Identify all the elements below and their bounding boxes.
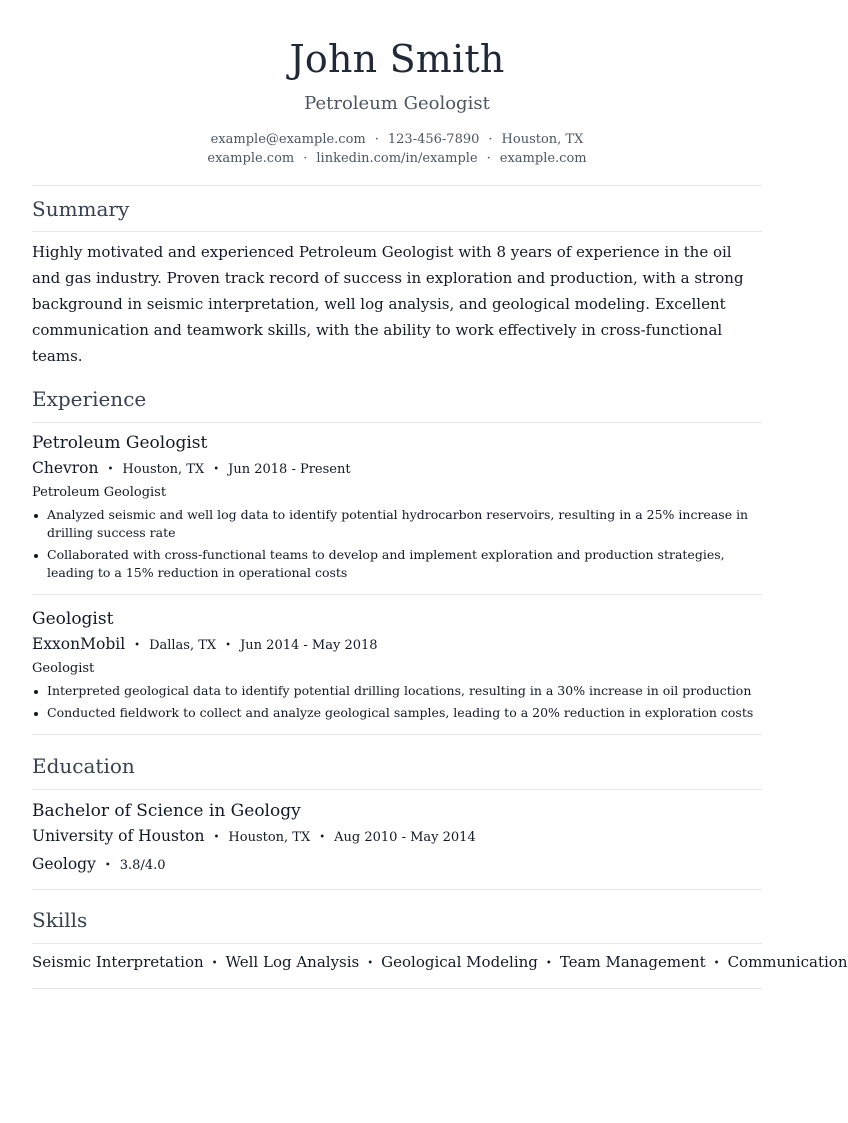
- job-company: Chevron: [32, 459, 99, 477]
- contact-website[interactable]: example.com: [207, 151, 295, 166]
- job-bullet: Conducted fieldwork to collect and analyze geological samples, leading to a 20% reduction in exploration costs: [32, 704, 762, 722]
- job-meta: [32, 634, 762, 657]
- skills-divider: [32, 943, 762, 944]
- experience-end-divider: [32, 734, 762, 735]
- field-of-study: Geology: [32, 855, 96, 873]
- skills-heading: Skills: [32, 908, 88, 932]
- job-location: Houston, TX: [122, 462, 205, 477]
- summary-heading: Summary: [32, 197, 130, 221]
- skill-separator: •: [545, 958, 552, 969]
- meta-separator: •: [134, 640, 141, 651]
- meta-separator: •: [213, 464, 220, 475]
- experience-heading: Experience: [32, 387, 147, 411]
- meta-separator: •: [213, 832, 220, 843]
- contact-separator: ·: [486, 151, 491, 166]
- skill-separator: •: [713, 958, 720, 969]
- contact-phone[interactable]: 123-456-7890: [387, 132, 480, 147]
- experience-entry-divider: [32, 594, 762, 595]
- skill-item: Well Log Analysis: [225, 953, 360, 971]
- contact-line-links: [32, 149, 762, 168]
- job-bullet: Collaborated with cross-functional teams to develop and implement exploration and production strategies, leading to a 15% reduction in operational costs: [32, 546, 762, 582]
- candidate-name: John Smith: [289, 37, 505, 81]
- skill-item: Geological Modeling: [381, 953, 538, 971]
- contact-portfolio[interactable]: example.com: [499, 151, 587, 166]
- gpa: 3.8/4.0: [119, 858, 166, 873]
- job-position: Geologist: [32, 609, 114, 629]
- contact-separator: ·: [374, 132, 379, 147]
- experience-divider: [32, 422, 762, 423]
- degree-title: Bachelor of Science in Geology: [32, 801, 301, 821]
- header-divider: [32, 185, 762, 186]
- job-bullets: [32, 506, 762, 582]
- skill-item: Communication: [727, 953, 848, 971]
- experience-entry: [32, 608, 762, 722]
- job-location: Dallas, TX: [149, 638, 217, 653]
- skill-separator: •: [367, 958, 374, 969]
- contact-separator: ·: [488, 132, 493, 147]
- contact-separator: ·: [303, 151, 308, 166]
- education-end-divider: [32, 889, 762, 890]
- school-name: University of Houston: [32, 827, 205, 845]
- contact-line-primary: [32, 130, 762, 149]
- education-entry: [32, 800, 762, 877]
- candidate-title: Petroleum Geologist: [304, 93, 490, 114]
- education-dates: Aug 2010 - May 2014: [334, 830, 476, 845]
- contact-linkedin[interactable]: linkedin.com/in/example: [316, 151, 478, 166]
- meta-separator: •: [225, 640, 232, 651]
- education-field-meta: [32, 854, 762, 877]
- contact-location: Houston, TX: [501, 132, 584, 147]
- job-company: ExxonMobil: [32, 635, 126, 653]
- job-role: Geologist: [32, 661, 95, 676]
- experience-entry: [32, 432, 762, 582]
- meta-separator: •: [319, 832, 326, 843]
- skills-list: [32, 952, 848, 975]
- education-heading: Education: [32, 754, 135, 778]
- resume-page: [32, 0, 848, 989]
- meta-separator: •: [104, 860, 111, 871]
- job-bullet: Interpreted geological data to identify potential drilling locations, resulting in a 30% increase in oil production: [32, 682, 762, 700]
- education-meta: [32, 826, 762, 849]
- school-location: Houston, TX: [228, 830, 311, 845]
- education-divider: [32, 789, 762, 790]
- job-bullet: Analyzed seismic and well log data to identify potential hydrocarbon reservoirs, resulting in a 25% increase in drilling success rate: [32, 506, 762, 542]
- job-role: Petroleum Geologist: [32, 485, 167, 500]
- resume-header: [32, 36, 762, 168]
- job-dates: Jun 2014 - May 2018: [240, 638, 378, 653]
- job-dates: Jun 2018 - Present: [228, 462, 351, 477]
- job-bullets: [32, 682, 762, 722]
- skill-item: Seismic Interpretation: [32, 953, 204, 971]
- job-position: Petroleum Geologist: [32, 433, 208, 453]
- skills-end-divider: [32, 988, 762, 989]
- summary-text: Highly motivated and experienced Petroleum Geologist with 8 years of experience in the oil and gas industry. Proven track record of success in exploration and production, with a strong background in seismic interpretation, well log analysis, and geological modeling. Excellent communication and teamwork skills, with the ability to work effectively in cross-functional teams.: [32, 243, 744, 365]
- meta-separator: •: [107, 464, 114, 475]
- contact-email[interactable]: example@example.com: [210, 132, 366, 147]
- job-meta: [32, 458, 762, 481]
- summary-divider: [32, 231, 762, 232]
- skill-item: Team Management: [559, 953, 706, 971]
- skill-separator: •: [211, 958, 218, 969]
